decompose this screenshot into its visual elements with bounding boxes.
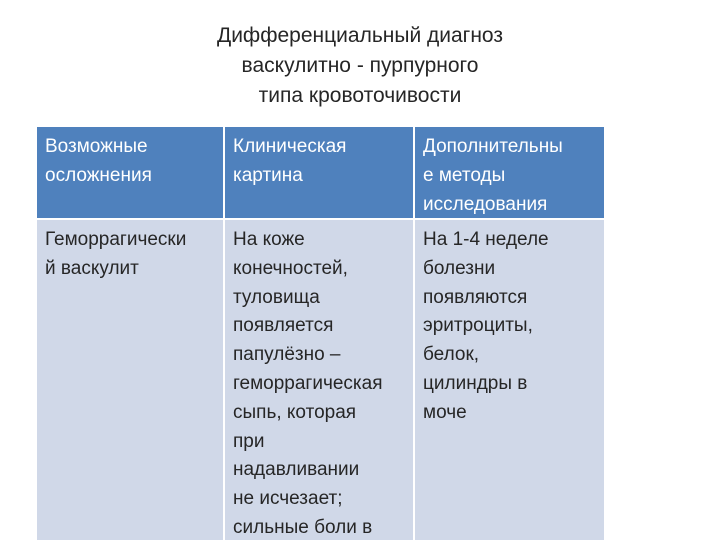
cell-additional-methods [415,220,604,540]
cell-text: й васкулит [45,257,139,279]
header-text: Возможные [45,136,148,157]
cell-text: папулёзно – [233,344,341,366]
cell-text: при [233,430,265,452]
cell-text: сыпь, которая [233,401,357,423]
header-text: Клиническая [233,136,347,157]
header-text: Дополнительны [423,136,563,157]
diagnosis-table [37,127,604,540]
slide-title [150,21,570,111]
cell-clinical-picture [225,220,413,540]
cell-text: не исчезает; [233,488,343,510]
cell-text: На 1-4 неделе [423,229,549,250]
cell-text: болезни [423,257,496,279]
header-cell-clinical-picture [225,127,413,218]
cell-text: эритроциты, [423,315,533,337]
cell-text: появляются [423,286,528,308]
title-line-2: васкулитно - пурпурного [241,54,479,77]
header-cell-complications [37,127,223,218]
title-line-3: типа кровоточивости [258,84,462,107]
table-header-row [37,127,604,218]
cell-text: туловища [233,286,320,308]
cell-text: Геморрагически [45,229,187,250]
cell-complication [37,220,223,540]
header-text: картина [233,164,303,186]
table-row [37,220,604,540]
cell-text: белок, [423,344,480,366]
header-text: осложнения [45,164,152,186]
header-text: е методы [423,164,506,186]
cell-text: геморрагическая [233,372,383,394]
cell-text: сильные боли в [233,516,373,538]
cell-text: цилиндры в [423,372,528,394]
title-line-1: Дифференциальный диагноз [216,24,504,47]
cell-text: появляется [233,315,334,337]
cell-text: надавливании [233,459,360,481]
header-text: исследования [423,193,548,215]
header-cell-additional-methods [415,127,604,218]
cell-text: На коже [233,229,305,250]
cell-text: моче [423,401,467,423]
cell-text: конечностей, [233,257,348,279]
